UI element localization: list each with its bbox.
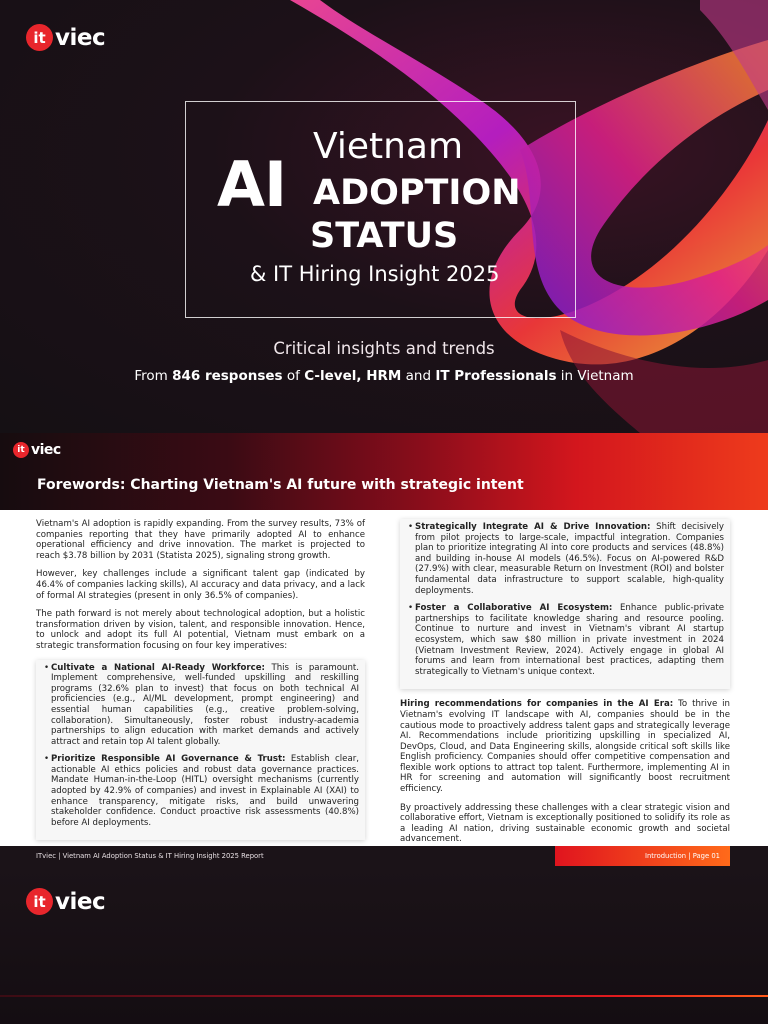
cover-tagline: From 846 responses of C-level, HRM and IT Professionals in Vietnam bbox=[134, 368, 634, 384]
right-column bbox=[400, 519, 730, 853]
logo-viec-text: viec bbox=[55, 24, 106, 51]
logo-viec-text: viec bbox=[31, 442, 61, 458]
logo-it-badge: it bbox=[26, 888, 53, 915]
logo-it-badge: it bbox=[26, 24, 53, 51]
left-column bbox=[36, 519, 365, 840]
cover-section bbox=[0, 0, 768, 433]
title-ai: AI bbox=[217, 148, 287, 221]
footer-report-title: ITviec | Vietnam AI Adoption Status & IT Hiring Insight 2025 Report bbox=[36, 852, 264, 860]
list-item: • Prioritize Responsible AI Governance & Trust: Establish clear, actionable AI ethics policies and robust data governance practices. Mandate Human-in-the-Loop (HITL) oversight mechanisms (currently adopted by 42.9% of companies) and invest in Explainable AI (XAI) to enhance transparency, mitigate risks, and build unwavering stakeholder confidence. Conduct proactive risk assessments (40.8%) before AI deployments. bbox=[44, 754, 359, 828]
list-item: • Cultivate a National AI-Ready Workforce: This is paramount. Implement comprehensive, well-funded upskilling and reskilling programs (32.6% plan to invest) that focus on both technical AI proficiencies (e.g., AI/ML development, prompt engineering) and essential human capabilities (e.g., creative problem-solving, collaboration). Simultaneously, foster robust industry-academia partnerships to align education with market demands and actively attract and retain top AI talent globally. bbox=[44, 663, 359, 748]
path-forward-paragraph: The path forward is not merely about technological adoption, but a holistic transformation driven by vision, talent, and responsible innovation. Hence, to unlock and adopt its full AI potential, Vietnam must embark on a strategic transformation focusing on four key imperatives: bbox=[36, 609, 365, 651]
cover-subtitle: Critical insights and trends bbox=[273, 339, 495, 358]
title-hiring-insight: & IT Hiring Insight 2025 bbox=[250, 262, 500, 286]
list-item: • Foster a Collaborative AI Ecosystem: Enhance public-private partnerships to facilitate knowledge sharing and resource pooling. Continue to nurture and invest in Vietnam's vibrant AI startup ecosystem, which saw $80 million in private investment in 2024 (Vietnam Investment Review, 2024). Actively engage in global AI forums and learn from international best practices, adapting them strategically to Vietnam's unique context. bbox=[408, 603, 724, 677]
logo-it-badge: it bbox=[13, 442, 29, 458]
itviec-logo-small bbox=[13, 442, 61, 458]
title-status: STATUS bbox=[310, 216, 459, 256]
next-page-cover bbox=[0, 868, 768, 1024]
section-title: Forewords: Charting Vietnam's AI future with strategic intent bbox=[37, 477, 524, 493]
itviec-logo bbox=[26, 888, 105, 915]
accent-divider bbox=[0, 995, 768, 997]
report-body bbox=[0, 510, 768, 846]
footer-page-indicator: Introduction | Page 01 bbox=[555, 846, 730, 866]
itviec-logo bbox=[26, 24, 105, 51]
hiring-recommendations-paragraph: Hiring recommendations for companies in the AI Era: To thrive in Vietnam's evolving IT landscape with AI, companies should be in the cautious mode to proactively address talent gaps and strategically leverage AI. Recommendations include prioritizing upskilling in specialized AI, DevOps, Cloud, and Data Engineering skills, alongside critical soft skills like English proficiency. Companies should offer competitive compensation and flexible work options to attract top talent. Furthermore, implementing AI in HR for screening and automation will significantly boost recruitment efficiency. bbox=[400, 699, 731, 795]
closing-paragraph: By proactively addressing these challenges with a clear strategic vision and collaborative effort, Vietnam is exceptionally positioned to solidify its role as a leading AI nation, driving sustainable economic growth and societal advancement. bbox=[400, 802, 730, 845]
title-vietnam: Vietnam bbox=[313, 126, 464, 167]
intro-paragraph: Vietnam's AI adoption is rapidly expanding. From the survey results, 73% of companies reporting that they have primarily adopted AI to enhance operational efficiency and drive innovation. The market is projected to reach $3.78 billion by 2031 (Statista 2025), signaling strong growth. bbox=[36, 519, 365, 561]
title-adoption: ADOPTION bbox=[313, 173, 521, 213]
logo-viec-text: viec bbox=[55, 888, 106, 915]
section-banner bbox=[0, 433, 768, 510]
imperatives-card-right bbox=[400, 519, 730, 689]
list-item: • Strategically Integrate AI & Drive Innovation: Shift decisively from pilot projects to large-scale, impactful integration. Companies plan to prioritize integrating AI into core products and services (48.8%) and building in-house AI models (46.5%). Focus on AI-powered R&D (27.9%) with clear, measurable Return on Investment (ROI) and bolster fundamental data infrastructure to support scalable, high-quality deployments. bbox=[408, 522, 724, 596]
page-footer bbox=[0, 846, 768, 868]
challenges-paragraph: However, key challenges include a significant talent gap (indicated by 46.4% of companies lacking skills), AI accuracy and data privacy, and a lack of formal AI strategies (present in only 36.5% of companies). bbox=[36, 569, 365, 601]
imperatives-card-left bbox=[36, 660, 365, 841]
